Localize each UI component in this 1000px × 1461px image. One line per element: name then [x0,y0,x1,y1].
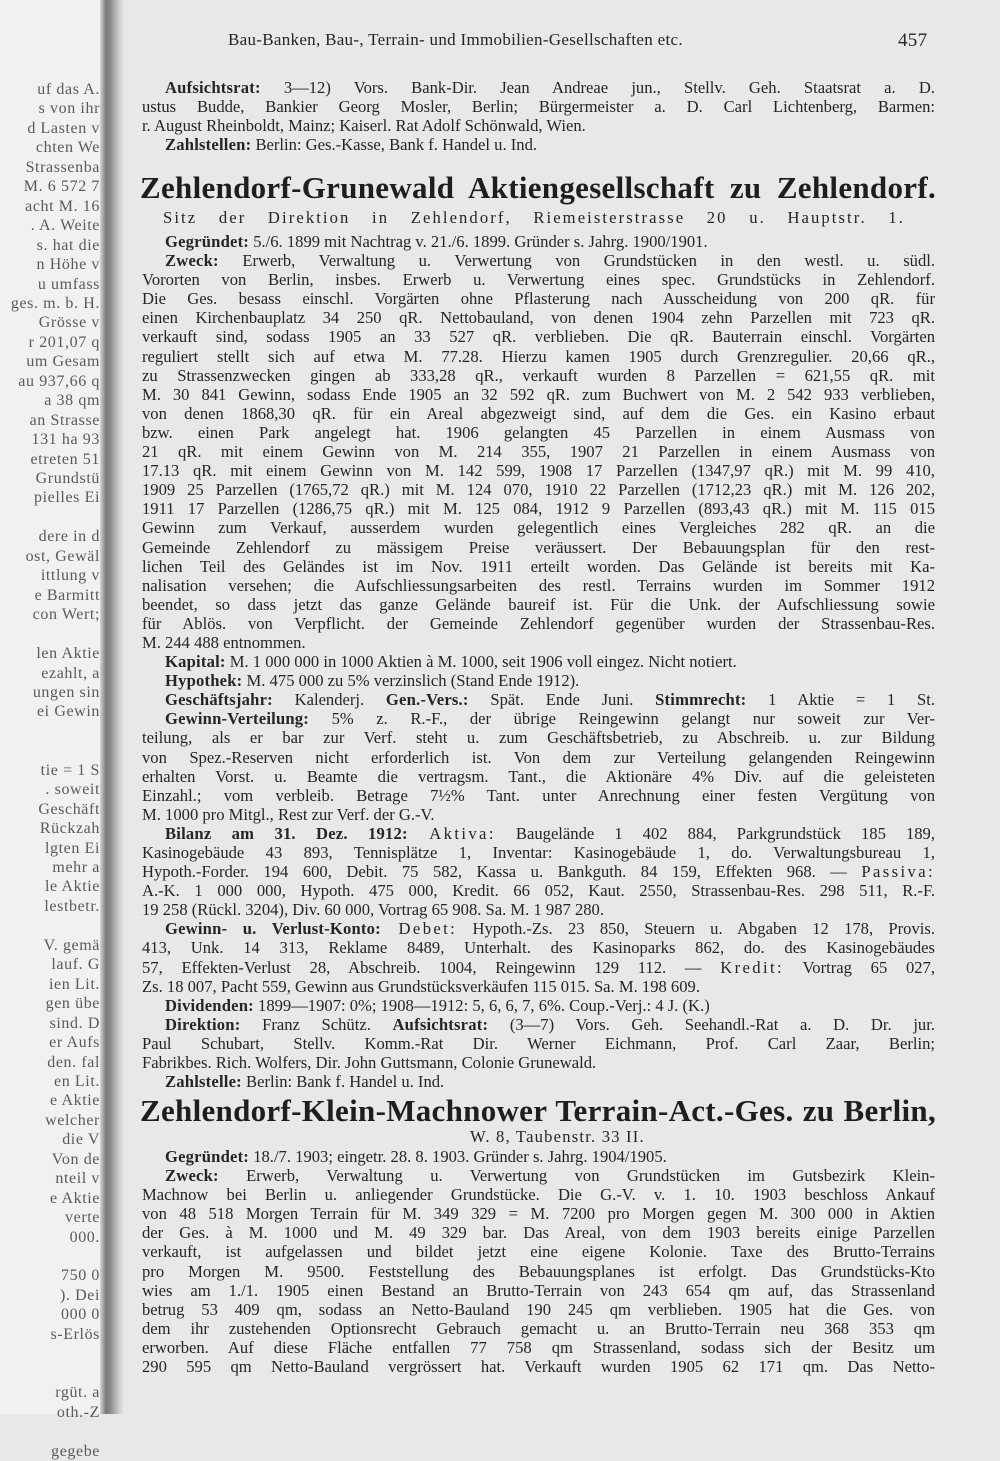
facing-page-fragment: ungen sin [32,683,100,701]
text-span: Paul Schubart, Stellv. Komm.-Rat Dir. Werner Eichmann, Prof. Carl Zaar, Berlin; [142,1033,935,1053]
text-line [142,786,935,805]
text-span: verkauft sind, sodass 1905 an 33 527 qR. verblieben. Die qR. Bauterrain einschl. Vorgärten [142,327,935,347]
facing-page-fragment: uf das A. [37,81,100,98]
text-line [142,709,935,728]
facing-page-fragment: um Gesam [26,353,100,371]
text-line [142,1319,935,1338]
text-span: dem ihr zustehenden Optionsrecht Gebrauch gemacht u. an Brutto-Terrain neu 368 353 qm [142,1318,935,1338]
facing-page-fragment: sind. D [49,1014,100,1032]
text-span: pro Morgen M. 9500. Feststellung des Bebauungsplanes ist erfolgt. Das Grundstücks-Kto [142,1261,935,1281]
text-line [142,251,935,270]
text-span: Die Ges. besass einschl. Vorgärten ohne Pflasterung nach Ausscheidung von 200 qR. für [142,289,935,309]
text-span: Hypoth.-Forder. 194 600, Debit. 75 582, Kassa u. Bankguth. 84 159, Effekten 968. — [142,862,862,882]
facing-page-fragment: u umfass [37,275,100,293]
facing-page-fragment: ). Dei [59,1286,100,1304]
facing-page-fragment: s von ihr [38,100,100,118]
field-label: Zahlstellen: [165,135,252,155]
facing-page-fragment: en Lit. [54,1072,100,1090]
facing-page-fragment: lgten Ei [44,839,100,857]
text-line [142,900,935,919]
field-label: Direktion: [165,1014,241,1034]
field-label: Gegründet: [165,232,250,251]
field-label: Geschäftsjahr: [165,690,273,710]
text-line [142,423,935,442]
facing-page-fragment: gegebe [51,1442,100,1460]
text-span: von Spez.-Reserven nicht erforderlich ist. Von dem zur Verteilung gelangenden Reingewinn [142,747,935,767]
text-line [142,1242,935,1261]
text-span: M. 30 841 Gewinn, sodass Ende 1905 an 32 592 qR. zum Buchwert von M. 2 542 933 verblieben, [142,384,935,404]
text-line [142,499,935,518]
facing-page-fragment: ittlung v [40,567,100,585]
facing-page-fragment: lestbetr. [44,897,100,915]
text-span: Vortrag 65 027, [784,957,935,977]
text-span: M. 244 488 entnommen. [142,632,306,652]
text-line [142,232,935,251]
company-address: W. 8, Taubenstr. 33 II. [470,1127,645,1146]
facing-page-fragment: Rückzah [39,820,100,838]
facing-page-fragment: pielles Ei [34,489,100,507]
text-span: Erwerb, Verwaltung u. Verwertung von Grundstücken im Gutsbezirk Klein- [218,1166,935,1186]
text-line [142,633,935,652]
text-line [142,347,935,366]
text-line [142,461,935,480]
text-span: A.-K. 1 000 000, Hypoth. 475 000, Kredit. 66 052, Kaut. 2550, Strassenbau-Res. 298 511, R.-F. [142,881,935,901]
text-span: Einzahl.; vom verbleib. Betrage 7½% Tant. unter Anrechnung einer festen Vergütung von [142,785,935,805]
text-line [142,97,935,116]
text-line [142,652,935,671]
facing-page-fragment: Strassenba [25,158,100,176]
text-span: einen Kirchenbauplatz 34 250 qR. Nettobauland, von denen 1904 zehn Parzellen mit 723 qR. [142,308,935,328]
facing-page-fragment: an Strasse [29,411,100,429]
facing-page-fragment: con Wert; [32,606,100,624]
text-line [142,557,935,576]
text-span: Zs. 18 007, Pacht 559, Gewinn aus Grundstücksverkäufen 115 015. Sa. M. 198 609. [142,976,700,996]
text-line [142,1357,935,1376]
facing-page-fragment: M. 6 572 7 [23,178,100,196]
facing-page-fragment: 000 0 [61,1306,100,1324]
text-line [142,1147,935,1166]
text-line [142,385,935,404]
text-span: Erwerb, Verwaltung u. Verwertung von Grundstücken in den westl. u. südl. [218,251,935,271]
text-span: Berlin: Bank f. Handel u. Ind. [241,1072,445,1092]
text-line [142,881,935,900]
text-span: 19 258 (Rückl. 3204), Div. 60 000, Vortrag 65 908. Sa. M. 1 987 280. [142,900,604,920]
facing-page-fragment: nteil v [55,1170,100,1188]
text-span: beendet, so dass jetzt das ganze Gelände baureif ist. Für die Unk. der Aufschliessung sowie [142,594,935,614]
text-line [142,1300,935,1319]
text-span: zu Strassenzwecken gingen ab 333,28 qR., verkauft wurden 8 Parzellen = 621,55 qR. mit [142,365,935,385]
text-line [142,1204,935,1223]
facing-page-fragment: ezahlt, a [41,664,100,682]
text-line [142,1223,935,1242]
text-span: verkauft, ist aufgelassen und bildet jetzt eine eigene Kolonie. Taxe des Brutto-Terrains [142,1242,935,1262]
facing-page-fragment: Von de [51,1150,100,1168]
text-span: M. 475 000 zu 5% verzinslich (Stand Ende 1912). [242,671,580,691]
facing-page-fragment: 000. [69,1228,100,1246]
field-label: Gewinn-Verteilung: [165,709,310,729]
text-line [142,595,935,614]
text-span: (3—7) Vors. Geh. Seehandl.-Rat a. D. Dr. jur. [488,1014,935,1034]
text-line [142,518,935,537]
text-span: erhalten Vorst. u. Beamte die vertragsm. Tant., die Aktionäre 4% Div. auf die geleisteten [142,766,935,786]
facing-page-fragment: ien Lit. [48,975,100,993]
text-span: 17.13 qR. mit einem Gewinn von M. 142 599, 1908 17 Parzellen (1347,97 qR.) mit M. 99 410, [142,461,935,481]
text-span: 57, Effekten-Verlust 28, Abschreib. 1004, Reingewinn 129 112. — [142,957,721,977]
facing-page-fragment: r 201,07 q [28,333,100,351]
text-line [142,862,935,881]
facing-page-fragment: e Barmitt [34,586,100,604]
facing-page-fragment: er Aufs [49,1034,100,1052]
field-label: Kapital: [165,652,226,672]
page-number: 457 [898,30,928,51]
text-span: 5% z. R.-F., der übrige Reingewinn gelangt nur soweit zur Ver- [309,709,935,729]
facing-page-fragment: tie = 1 S [40,761,100,779]
text-line [142,289,935,308]
text-line [142,308,935,327]
text-line [142,78,935,97]
text-span: der Ges. à M. 1000 und M. 49 329 bar. Das Areal, von dem 1903 bereits einige Parzellen [142,1223,935,1243]
text-line [142,116,935,135]
facing-page-fragment: . soweit [45,781,100,799]
facing-page-fragment: welcher [45,1111,100,1129]
company-title: Zehlendorf-Klein-Machnower Terrain-Act.-Ges. zu Berlin, [140,1093,936,1128]
text-line [142,366,935,385]
text-line [142,480,935,499]
text-line [142,135,935,154]
text-span: 1911 17 Parzellen (1286,75 qR.) mit M. 125 084, 1912 9 Parzellen (893,43 qR.) mit M. 115 015 [142,499,935,519]
text-span: wies am 1./1. 1905 einen Bestand an Brutto-Terrain von 243 654 qm auf, das Strassenland [142,1280,935,1300]
field-label: Zweck: [165,1166,219,1186]
company-seat: Sitz der Direktion in Zehlendorf, Riemeisterstrasse 20 u. Hauptstr. 1. [163,208,905,227]
text-line [142,1015,935,1034]
text-span: Franz Schütz. [240,1014,393,1034]
facing-page-margin [0,0,104,1460]
text-span: bzw. einen Park angelegt hat. 1906 gelangten 45 Parzellen in einem Ausmass von [142,422,935,442]
text-line [142,327,935,346]
text-span: 5./6. 1899 mit Nachtrag v. 21./6. 1899. Gründer s. Jahrg. 1900/1901. [249,232,708,251]
facing-page-fragment: den. fal [47,1053,100,1071]
text-line [142,843,935,862]
text-line [142,748,935,767]
text-line [142,1185,935,1204]
text-span: Gewinn zum Verkauf, ausserdem wurden gelegentlich eines Vergleiches 282 qR. an die [142,518,935,538]
text-span: erworben. Auf diese Fläche entfallen 77 758 qm Strassenland, sodass sich der Besitz um [142,1337,935,1357]
text-span: 290 595 qm Netto-Bauland vergrössert hat. Verkauft wurden 1905 62 171 qm. Das Netto- [142,1357,935,1377]
text-span: Gemeinde Zehlendorf zu mässigem Preise veräussert. Der Bebauungsplan für den rest- [142,537,935,557]
text-line [142,690,935,709]
facing-page-fragment: le Aktie [44,878,100,896]
text-line [142,824,935,843]
text-line [142,1338,935,1357]
facing-page-fragment: s-Erlös [50,1325,100,1343]
text-line [142,977,935,996]
text-span: Kalenderj. [272,690,386,710]
facing-page-fragment: a 38 qm [44,392,100,410]
facing-page-fragment: rgüt. a [55,1384,100,1402]
facing-page-fragment: e Aktie [50,1092,100,1110]
text-span: M. 1 000 000 in 1000 Aktien à M. 1000, seit 1906 voll eingez. Nicht notiert. [225,652,737,672]
running-header: Bau-Banken, Bau-, Terrain- und Immobilien-Gesellschaften etc. [228,30,683,49]
facing-page-fragment: ost, Gewäl [25,547,100,565]
text-line [142,614,935,633]
text-span: teilung, als er bar zur Verf. steht u. zum Geschäftsbetrieb, zu Abschreib. u. zur Bildung [142,728,935,748]
facing-page-fragment: len Aktie [36,645,100,663]
spaced-label: Kredit: [720,957,785,977]
text-span: r. August Rheinboldt, Mainz; Kaiserl. Rat Adolf Schönwald, Wien. [142,116,586,136]
company-title: Zehlendorf-Grunewald Aktiengesellschaft zu Zehlendorf. [140,170,936,205]
text-line [142,1053,935,1072]
field-label: Stimmrecht: [655,690,747,710]
text-span: 1 Aktie = 1 St. [746,690,935,710]
facing-page-fragment: . A. Weite [30,217,100,235]
facing-page-fragment: gen übe [45,995,100,1013]
facing-page-fragment: verte [65,1209,100,1227]
text-line [142,404,935,423]
text-span: Baugelände 1 402 884, Parkgrundstück 185 189, [495,823,935,843]
company-entry-body [142,1147,935,1376]
text-span: 21 qR. mit einem Gewinn von M. 214 355, 1907 21 Parzellen in einem Ausmass von [142,442,935,462]
company-entry-body [142,232,935,1091]
facing-page-fragment: Geschäft [38,800,100,818]
text-line [142,728,935,747]
text-span: Machnow bei Berlin u. anliegender Grundstücke. Die G.-V. v. 1. 10. 1903 beschloss Ankauf [142,1185,935,1205]
text-span: für Ablös. von Verpflicht. der Gemeinde Zehlendorf gegenüber wurden der Strassenbau-Res. [142,613,935,633]
text-line [142,1262,935,1281]
text-span: ustus Budde, Bankier Georg Mosler, Berlin; Bürgermeister a. D. Carl Lichtenberg, Barmen: [142,97,935,117]
facing-page-fragment: d Lasten v [27,119,100,137]
facing-page-fragment: Grösse v [38,314,100,332]
text-line [142,919,935,938]
text-line [142,767,935,786]
text-line [142,671,935,690]
field-label: Zweck: [165,251,219,271]
field-label: Aufsichtsrat: [165,78,261,97]
text-span: nalisation versehen; die Aufschliessungsarbeiten des restl. Terrains wurden im Sommer 1912 [142,575,935,595]
text-span: reguliert stellt sich auf etwa M. 77.28. Hierzu kamen 1905 durch Grenzregulier. 20,66 qR., [142,346,935,366]
text-span: Hypoth.-Zs. 23 850, Steuern u. Abgaben 12 178, Provis. [457,919,935,939]
text-span: lichen Teil des Geländes ist im Nov. 1911 erteilt worden. Das Gelände ist bereits mit Ka- [142,556,935,576]
field-label: Hypothek: [165,671,243,691]
text-span: von denen 1868,30 qR. für ein Areal abgezweigt sind, auf dem die Ges. ein Kasino erbaut [142,403,935,423]
facing-page-fragment: n Höhe v [36,256,100,274]
text-span: 413, Unk. 14 313, Reklame 8489, Unterhalt. des Kasinoparks 862, do. des Kasinogebäudes [142,938,935,958]
facing-page-fragment: ei Gewin [36,703,100,721]
text-line [142,1072,935,1091]
spaced-label: Debet: [380,919,458,939]
facing-page-fragment: chten We [35,139,100,157]
facing-page-fragment: dere in d [38,528,100,546]
facing-page-fragment: lauf. G [51,956,100,974]
text-line [142,938,935,957]
facing-page-fragment: etreten 51 [30,450,100,468]
previous-entry-tail [142,78,935,154]
facing-page-fragment: Grundstü [35,470,100,487]
text-span: betrug 53 409 qm, sodass an Netto-Bauland 190 245 qm verblieben. 1905 hat die Ges. von [142,1299,935,1319]
facing-page-fragment: 131 ha 93 [31,431,100,449]
field-label: Bilanz am 31. Dez. 1912: [165,823,408,843]
field-label: Gen.-Vers.: [385,690,469,710]
field-label: Dividenden: [165,995,254,1015]
text-span: 3—12) Vors. Bank-Dir. Jean Andreae jun., Stellv. Geh. Staatsrat a. D. [260,78,935,97]
facing-page-fragment: oth.-Z [56,1403,100,1421]
text-span: von 48 518 Morgen Terrain für M. 349 329 = M. 7200 pro Morgen gegen M. 300 000 in Aktien [142,1204,935,1224]
text-line [142,1166,935,1185]
text-span: 18./7. 1903; eingetr. 28. 8. 1903. Gründer s. Jahrg. 1904/1905. [249,1147,667,1166]
facing-page-fragment: V. gemä [43,936,100,954]
text-span: Spät. Ende Juni. [468,690,656,710]
facing-page-fragment: 750 0 [61,1267,100,1285]
text-line [142,270,935,289]
text-line [142,442,935,461]
field-label: Aufsichtsrat: [392,1014,489,1034]
text-span: 1899—1907: 0%; 1908—1912: 5, 6, 6, 7, 6%. Coup.-Verj.: 4 J. (K.) [253,995,710,1015]
text-span: Berlin: Ges.-Kasse, Bank f. Handel u. Ind. [251,135,538,155]
text-span: Kasinogebäude 43 893, Tennisplätze 1, Inventar: Kasinogebäude 1, do. Verwaltungsbureau 1, [142,843,935,862]
text-line [142,1281,935,1300]
text-span: Vororten von Berlin, insbes. Erwerb u. Verwertung eines spec. Grundstücks in Zehlendorf. [142,270,935,290]
text-span: 1909 25 Parzellen (1765,72 qR.) mit M. 124 070, 1910 22 Parzellen (1712,23 qR.) mit M. 126 202, [142,480,935,500]
field-label: Gegründet: [165,1147,250,1166]
facing-page-fragment: e Aktie [50,1189,100,1207]
book-gutter [100,0,124,1414]
text-line [142,576,935,595]
text-line [142,996,935,1015]
field-label: Gewinn- u. Verlust-Konto: [165,919,381,939]
text-line [142,805,935,824]
spaced-label: Passiva: [861,862,935,882]
text-line [142,538,935,557]
facing-page-fragment: die V [62,1131,100,1149]
text-line [142,1034,935,1053]
field-label: Zahlstelle: [165,1072,242,1092]
facing-page-fragment: acht M. 16 [25,197,100,215]
text-span: Fabrikbes. Rich. Wolfers, Dir. John Guttsmann, Colonie Grunewald. [142,1053,597,1073]
spaced-label: Aktiva: [407,823,496,843]
facing-page-fragment: s. hat die [36,236,100,254]
text-span: M. 1000 pro Mitgl., Rest zur Verf. der G.-V. [142,804,435,824]
facing-page-fragment: ges. m. b. H. [10,294,100,312]
facing-page-fragment: mehr a [52,859,100,876]
facing-page-fragment: au 937,66 q [18,372,100,390]
text-line [142,958,935,977]
